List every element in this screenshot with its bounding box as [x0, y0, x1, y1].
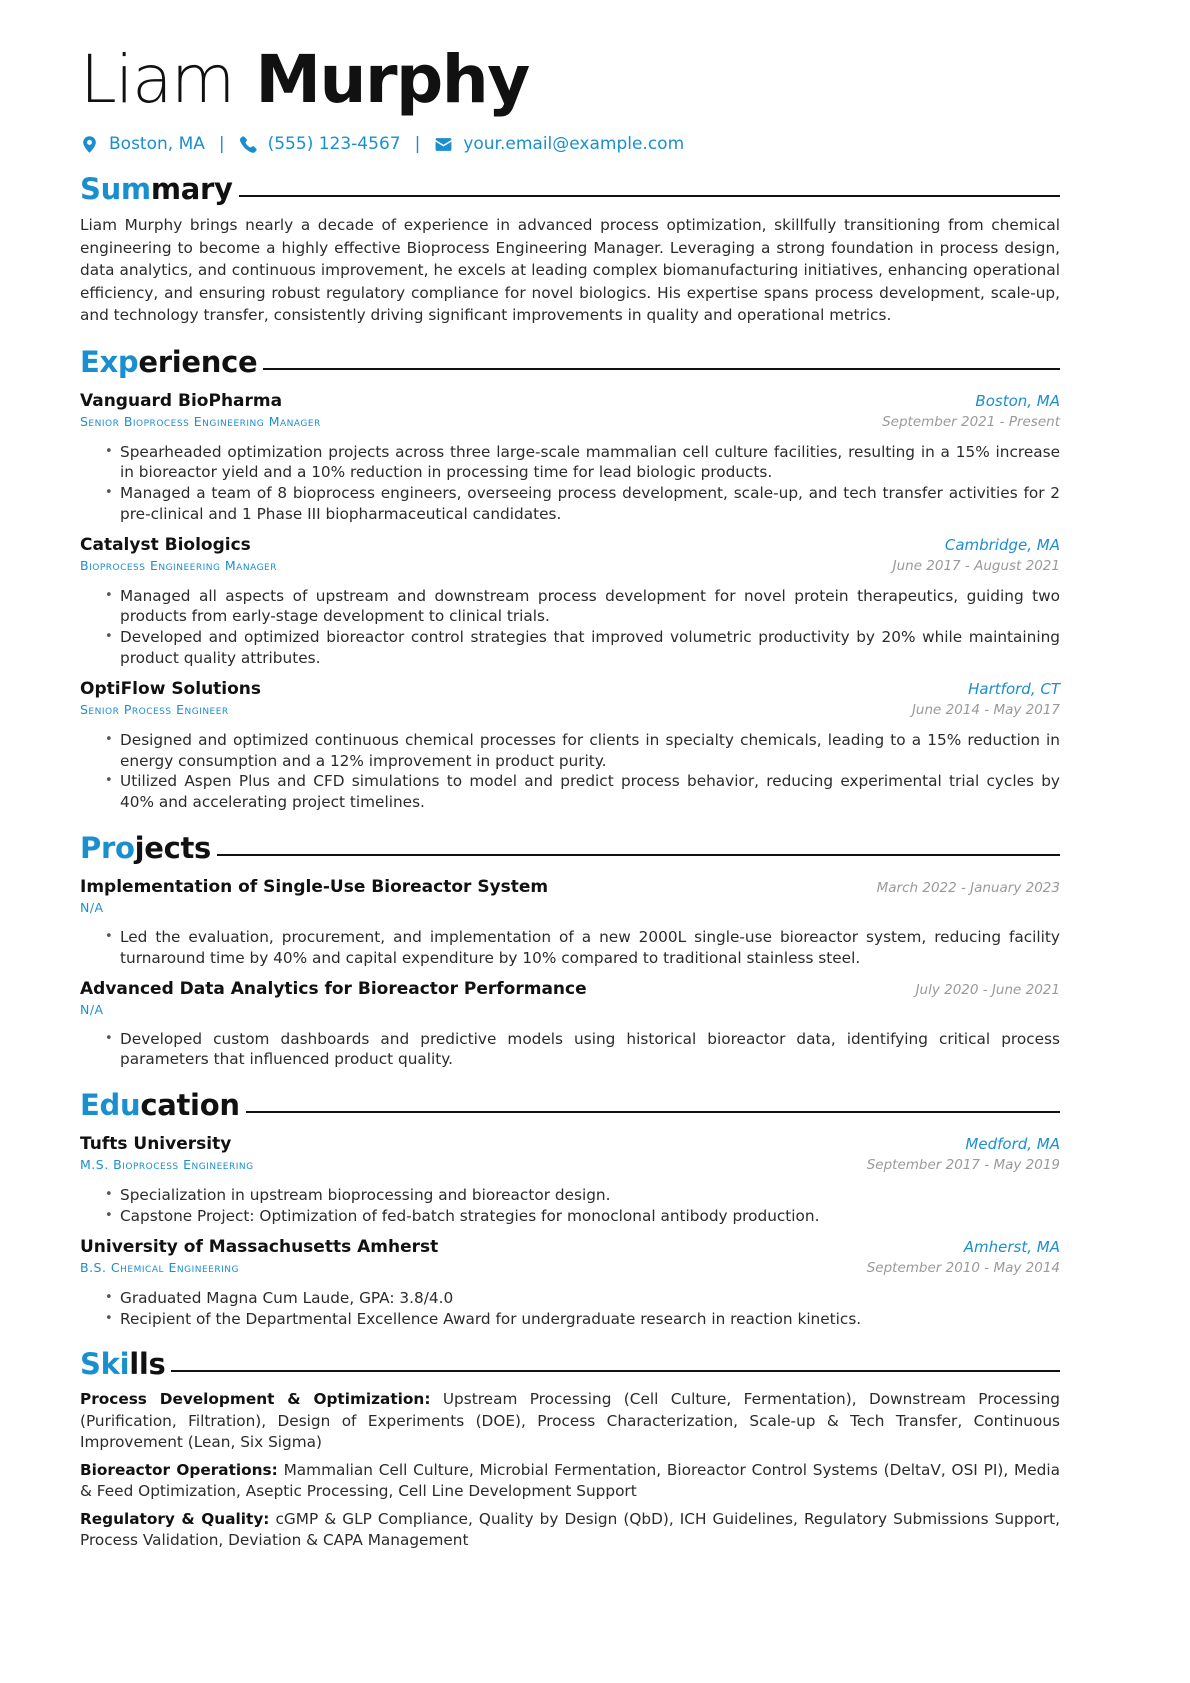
contact-location: [80, 134, 205, 154]
project-title: Advanced Data Analytics for Bioreactor Performance: [80, 978, 587, 999]
bullet-list: [80, 1029, 1060, 1071]
bullet-list: [80, 927, 1060, 969]
section-title: Skills: [80, 1347, 166, 1382]
education-entry: [80, 1237, 1060, 1330]
bullet-list: [80, 730, 1060, 813]
bullet-item: • Utilized Aspen Plus and CFD simulations to model and predict process behavior, reducing experimental trial cycles by 40% and accelerating project timelines.: [120, 771, 1060, 813]
entry-dates: June 2014 - May 2017: [911, 701, 1060, 718]
project-entry: [80, 877, 1060, 969]
company-name: OptiFlow Solutions: [80, 678, 262, 699]
section-rule: [171, 1370, 1060, 1372]
contact-email[interactable]: [434, 134, 684, 154]
degree: M.S. Bioprocess Engineering: [80, 1157, 254, 1173]
project-subtitle: N/A: [80, 1001, 104, 1017]
contact-separator: |: [414, 134, 421, 154]
skill-group: [80, 1509, 1060, 1552]
bullet-list: [80, 1288, 1060, 1330]
phone-text: (555) 123-4567: [267, 134, 401, 154]
bullet-item: • Graduated Magna Cum Laude, GPA: 3.8/4.0: [120, 1288, 1060, 1309]
section-summary-heading: [80, 170, 1060, 208]
project-title: Implementation of Single-Use Bioreactor System: [80, 877, 549, 898]
bullet-item: • Managed all aspects of upstream and downstream process development for novel protein therapeutics, guiding two products from early-stage development to clinical trials.: [120, 586, 1060, 628]
bullet-item: • Specialization in upstream bioprocessing and bioreactor design.: [120, 1185, 1060, 1206]
envelope-icon: [434, 135, 453, 154]
project-entry: [80, 979, 1060, 1071]
section-rule: [239, 195, 1060, 197]
bullet-item: • Developed and optimized bioreactor control strategies that improved volumetric productivity by 20% while maintaining product quality attributes.: [120, 627, 1060, 669]
section-skills-heading: [80, 1345, 1060, 1383]
section-experience-heading: [80, 343, 1060, 381]
school-name: University of Massachusetts Amherst: [80, 1236, 439, 1257]
entry-dates: September 2017 - May 2019: [866, 1157, 1060, 1174]
skill-group-label: Regulatory & Quality:: [80, 1509, 270, 1528]
entry-location: Boston, MA: [975, 391, 1060, 410]
first-name: Liam: [80, 41, 234, 118]
email-text: your.email@example.com: [463, 134, 685, 154]
school-name: Tufts University: [80, 1134, 232, 1155]
section-title: Education: [80, 1088, 240, 1123]
entry-location: Cambridge, MA: [944, 535, 1060, 554]
entry-location: Hartford, CT: [968, 679, 1060, 698]
summary-text: Liam Murphy brings nearly a decade of experience in advanced process optimization, skillfully transitioning from chemical engineering to become a highly effective Bioprocess Engineering Manager. Leveraging a strong foundation in process design, data analytics, and continuous improvement, he excels at leading complex biomanufacturing initiatives, enhancing operational efficiency, and ensuring robust regulatory compliance for novel biologics. His expertise spans process development, scale-up, and technology transfer, consistently driving significant improvements in quality and operational metrics.: [80, 216, 1060, 324]
skill-group-label: Process Development & Optimization:: [80, 1390, 431, 1409]
skill-group-text: Upstream Processing (Cell Culture, Fermentation), Downstream Processing (Purification, Filtration), Design of Experiments (DOE), Process Characterization, Scale-up & Tech Transfer, Continuous Improvement (Lean, Six Sigma): [80, 1390, 1060, 1452]
section-title: Projects: [80, 831, 212, 866]
project-subtitle: N/A: [80, 900, 104, 916]
entry-location: Medford, MA: [965, 1135, 1060, 1154]
skill-group-text: Mammalian Cell Culture, Microbial Fermentation, Bioreactor Control Systems (DeltaV, OSI PI), Media & Feed Optimization, Aseptic Processing, Cell Line Development Support: [80, 1460, 1060, 1501]
skill-group: [80, 1389, 1060, 1454]
skill-group: [80, 1460, 1060, 1503]
experience-entry: [80, 391, 1060, 525]
section-rule: [217, 854, 1060, 856]
candidate-name: [80, 0, 1060, 120]
skills-list: [80, 1389, 1060, 1552]
bullet-item: • Recipient of the Departmental Excellence Award for undergraduate research in reaction kinetics.: [120, 1309, 1060, 1330]
job-title: Senior Bioprocess Engineering Manager: [80, 413, 321, 429]
contact-separator: |: [218, 134, 225, 154]
section-title: Experience: [80, 344, 258, 379]
section-education-heading: [80, 1086, 1060, 1124]
entry-dates: July 2020 - June 2021: [915, 981, 1060, 998]
experience-entry: [80, 535, 1060, 669]
company-name: Vanguard BioPharma: [80, 390, 283, 411]
skill-group-text: cGMP & GLP Compliance, Quality by Design (QbD), ICH Guidelines, Regulatory Submissions Support, Process Validation, Deviation & CAPA Management: [80, 1509, 1060, 1550]
job-title: Bioprocess Engineering Manager: [80, 557, 277, 573]
phone-icon: [239, 135, 258, 154]
entry-dates: September 2021 - Present: [882, 413, 1060, 430]
section-projects-heading: [80, 829, 1060, 867]
degree: B.S. Chemical Engineering: [80, 1259, 239, 1275]
company-name: Catalyst Biologics: [80, 534, 251, 555]
education-entry: [80, 1134, 1060, 1227]
bullet-item: • Managed a team of 8 bioprocess engineers, overseeing process development, scale-up, and tech transfer activities for 2 pre-clinical and 1 Phase III biopharmaceutical candidates.: [120, 483, 1060, 525]
job-title: Senior Process Engineer: [80, 701, 229, 717]
entry-dates: June 2017 - August 2021: [892, 557, 1060, 574]
contact-phone[interactable]: [239, 134, 401, 154]
bullet-item: • Led the evaluation, procurement, and implementation of a new 2000L single-use bioreactor system, reducing facility turnaround time by 40% and capital expenditure by 10% compared to traditional stainless steel.: [120, 927, 1060, 969]
bullet-item: • Capstone Project: Optimization of fed-batch strategies for monoclonal antibody production.: [120, 1206, 1060, 1227]
skill-group-label: Bioreactor Operations:: [80, 1460, 278, 1479]
section-rule: [263, 368, 1060, 370]
contact-line: [80, 134, 1060, 154]
bullet-item: • Designed and optimized continuous chemical processes for clients in specialty chemicals, leading to a 15% reduction in energy consumption and a 12% improvement in product purity.: [120, 730, 1060, 772]
bullet-list: [80, 1185, 1060, 1227]
section-rule: [246, 1111, 1060, 1113]
location-text: Boston, MA: [109, 134, 205, 154]
experience-entry: [80, 679, 1060, 813]
bullet-item: • Spearheaded optimization projects across three large-scale mammalian cell culture facilities, resulting in a 15% increase in bioreactor yield and a 10% reduction in processing time for lead biologic products.: [120, 442, 1060, 484]
section-title: Summary: [80, 172, 233, 206]
bullet-list: [80, 586, 1060, 669]
bullet-list: [80, 442, 1060, 525]
entry-dates: March 2022 - January 2023: [876, 880, 1060, 897]
entry-dates: September 2010 - May 2014: [866, 1259, 1060, 1276]
bullet-item: • Developed custom dashboards and predictive models using historical bioreactor data, identifying critical process parameters that influenced product quality.: [120, 1029, 1060, 1071]
last-name: Murphy: [255, 41, 529, 118]
map-pin-icon: [80, 135, 99, 154]
entry-location: Amherst, MA: [963, 1237, 1060, 1256]
